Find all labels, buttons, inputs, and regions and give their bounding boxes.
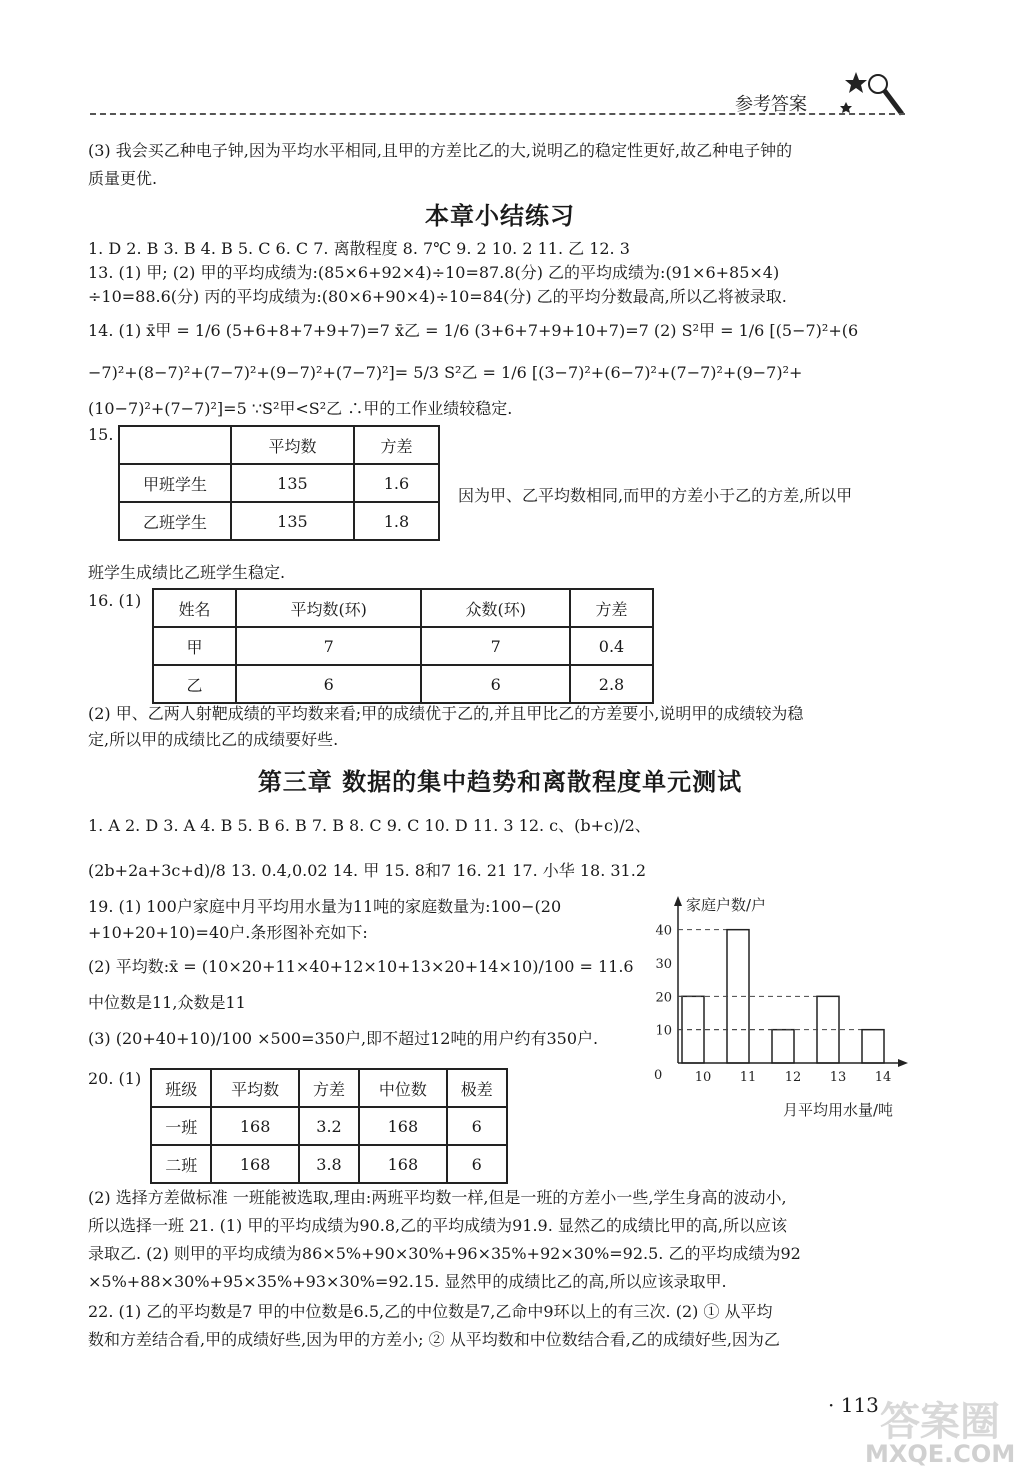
q22-line-1: 22. (1) 乙的平均数是7 甲的中位数是6.5,乙的中位数是7,乙命中9环以上的有三次. (2) ① 从平均 bbox=[88, 1302, 773, 1321]
table-cell: 6 bbox=[447, 1107, 507, 1145]
q20-line-2: 所以选择一班 21. (1) 甲的平均成绩为90.8,乙的平均成绩为91.9. 显然乙的成绩比甲的高,所以应该 bbox=[88, 1216, 787, 1235]
table-cell: 3.2 bbox=[299, 1107, 359, 1145]
table-cell: 168 bbox=[211, 1107, 298, 1145]
q20-label: 20. (1) bbox=[88, 1069, 142, 1088]
table-cell: 1.6 bbox=[354, 464, 439, 502]
x-tick-label: 11 bbox=[739, 1070, 757, 1085]
q19-line-5: (3) (20+40+10)/100 ×500=350户,即不超过12吨的用户约有350户. bbox=[88, 1029, 599, 1048]
header-divider bbox=[90, 113, 905, 115]
q15-after-text: 班学生成绩比乙班学生稳定. bbox=[88, 563, 286, 582]
y-tick-label: 10 bbox=[655, 1023, 672, 1039]
table-header-cell: 方差 bbox=[354, 426, 439, 464]
table-cell: 7 bbox=[421, 627, 570, 665]
table-cell: 乙班学生 bbox=[119, 502, 231, 540]
q16-label: 16. (1) bbox=[88, 591, 142, 610]
page-number: · 113 · bbox=[828, 1393, 892, 1417]
table-cell: 乙 bbox=[153, 665, 236, 703]
intro-line-2: 质量更优. bbox=[88, 169, 158, 188]
table-cell: 二班 bbox=[151, 1145, 211, 1183]
y-tick-label: 20 bbox=[655, 990, 672, 1006]
table-cell: 3.8 bbox=[299, 1145, 359, 1183]
bar bbox=[772, 1030, 794, 1063]
table-header-cell: 极差 bbox=[447, 1069, 507, 1107]
watermark-logo: 答案圈 bbox=[880, 1399, 1000, 1445]
x-tick-label: 14 bbox=[874, 1070, 892, 1085]
table-header-cell: 众数(环) bbox=[421, 589, 570, 627]
table-cell: 7 bbox=[236, 627, 421, 665]
table-cell: 甲班学生 bbox=[119, 464, 231, 502]
x-axis-arrow bbox=[898, 1059, 908, 1067]
table-cell: 甲 bbox=[153, 627, 236, 665]
q13-line-2: ÷10=88.6(分) 丙的平均成绩为:(80×6+90×4)÷10=84(分) 乙的平均分数最高,所以乙将被录取. bbox=[88, 287, 787, 306]
y-axis-label: 家庭户数/户 bbox=[686, 896, 767, 914]
q15-table bbox=[118, 425, 440, 541]
q19-line-2: +10+20+10)=40户.条形图补充如下: bbox=[88, 923, 368, 942]
table-cell: 6 bbox=[236, 665, 421, 703]
section-title-summary: 本章小结练习 bbox=[425, 202, 575, 230]
table-cell: 0.4 bbox=[570, 627, 653, 665]
table-header-cell: 平均数(环) bbox=[236, 589, 421, 627]
q22-line-2: 数和方差结合看,甲的成绩好些,因为甲的方差小; ② 从平均数和中位数结合看,乙的成绩好些,因为乙 bbox=[88, 1330, 780, 1349]
answers-line: 1. D 2. B 3. B 4. B 5. C 6. C 7. 离散程度 8. 7℃ 9. 2 10. 2 11. 乙 12. 3 bbox=[88, 239, 630, 258]
header-title: 参考答案 bbox=[735, 94, 807, 115]
q19-line-3: (2) 平均数:x̄ = (10×20+11×40+12×10+13×20+14×10)/100 = 11.6 bbox=[88, 957, 634, 976]
table-cell: 2.8 bbox=[570, 665, 653, 703]
x-tick-label: 12 bbox=[784, 1070, 802, 1085]
table-cell: 6 bbox=[447, 1145, 507, 1183]
table-cell: 6 bbox=[421, 665, 570, 703]
table-cell: 一班 bbox=[151, 1107, 211, 1145]
watermark-url: MXQE.COM bbox=[865, 1440, 1015, 1468]
table-header-cell bbox=[119, 426, 231, 464]
table-cell: 135 bbox=[231, 502, 354, 540]
x-tick-label: 10 bbox=[694, 1070, 712, 1085]
q16-line-1: (2) 甲、乙两人射靶成绩的平均数来看;甲的成绩优于乙的,并且甲比乙的方差要小,说明甲的成绩较为稳 bbox=[88, 704, 804, 723]
q14-line-1: 14. (1) x̄甲 = 1/6 (5+6+8+7+9+7)=7 x̄乙 = 1/6 (3+6+7+9+10+7)=7 (2) S²甲 = 1/6 [(5−7)²+(6 bbox=[88, 321, 859, 340]
q20-line-1: (2) 选择方差做标准 一班能被选取,理由:两班平均数一样,但是一班的方差小一些,学生身高的波动小, bbox=[88, 1188, 787, 1207]
x-tick-label: 13 bbox=[829, 1070, 847, 1085]
table-header-cell: 平均数 bbox=[231, 426, 354, 464]
bar bbox=[862, 1030, 884, 1063]
q20-table bbox=[150, 1068, 508, 1184]
answers-line-1: 1. A 2. D 3. A 4. B 5. B 6. B 7. B 8. C 9. C 10. D 11. 3 12. c、(b+c)/2、 bbox=[88, 816, 651, 835]
y-axis-arrow bbox=[674, 896, 682, 906]
y-tick-label: 40 bbox=[655, 923, 672, 939]
water-usage-bar-chart bbox=[630, 888, 910, 1128]
table-cell: 1.8 bbox=[354, 502, 439, 540]
table-cell: 168 bbox=[359, 1145, 446, 1183]
origin-label: 0 bbox=[654, 1068, 663, 1083]
table-header-cell: 中位数 bbox=[359, 1069, 446, 1107]
q14-line-3: (10−7)²+(7−7)²]=5 ∵S²甲<S²乙 ∴甲的工作业绩较稳定. bbox=[88, 399, 513, 418]
table-header-cell: 平均数 bbox=[211, 1069, 298, 1107]
q15-label: 15. bbox=[88, 425, 114, 444]
intro-line-1: (3) 我会买乙种电子钟,因为平均水平相同,且甲的方差比乙的大,说明乙的稳定性更好,故乙种电子钟的 bbox=[88, 141, 793, 160]
q19-line-4: 中位数是11,众数是11 bbox=[88, 993, 246, 1012]
q16-line-2: 定,所以甲的成绩比乙的成绩要好些. bbox=[88, 730, 339, 749]
q14-line-2: −7)²+(8−7)²+(7−7)²+(9−7)²+(7−7)²]= 5/3 S²乙 = 1/6 [(3−7)²+(6−7)²+(7−7)²+(9−7)²+ bbox=[88, 363, 803, 382]
table-header-cell: 方差 bbox=[570, 589, 653, 627]
table-header-cell: 姓名 bbox=[153, 589, 236, 627]
y-tick-label: 30 bbox=[655, 957, 672, 972]
table-header-cell: 班级 bbox=[151, 1069, 211, 1107]
table-cell: 168 bbox=[211, 1145, 298, 1183]
table-cell: 135 bbox=[231, 464, 354, 502]
q16-table bbox=[152, 588, 654, 704]
x-axis-label: 月平均用水量/吨 bbox=[783, 1101, 894, 1119]
table-header-cell: 方差 bbox=[299, 1069, 359, 1107]
q21-line-2: ×5%+88×30%+95×35%+93×30%=92.15. 显然甲的成绩比乙的高,所以应该录取甲. bbox=[88, 1272, 727, 1291]
table-cell: 168 bbox=[359, 1107, 446, 1145]
q13-line-1: 13. (1) 甲; (2) 甲的平均成绩为:(85×6+92×4)÷10=87.8(分) 乙的平均成绩为:(91×6+85×4) bbox=[88, 263, 780, 282]
section-title-chapter3: 第三章 数据的集中趋势和离散程度单元测试 bbox=[257, 768, 743, 796]
q15-side-text: 因为甲、乙平均数相同,而甲的方差小于乙的方差,所以甲 bbox=[458, 486, 853, 505]
answers-line-2: (2b+2a+3c+d)/8 13. 0.4,0.02 14. 甲 15. 8和7 16. 21 17. 小华 18. 31.2 bbox=[88, 861, 647, 880]
q19-line-1: 19. (1) 100户家庭中月平均用水量为11吨的家庭数量为:100−(20 bbox=[88, 897, 562, 916]
q21-line-1: 录取乙. (2) 则甲的平均成绩为86×5%+90×30%+96×35%+92×30%=92.5. 乙的平均成绩为92 bbox=[88, 1244, 801, 1263]
